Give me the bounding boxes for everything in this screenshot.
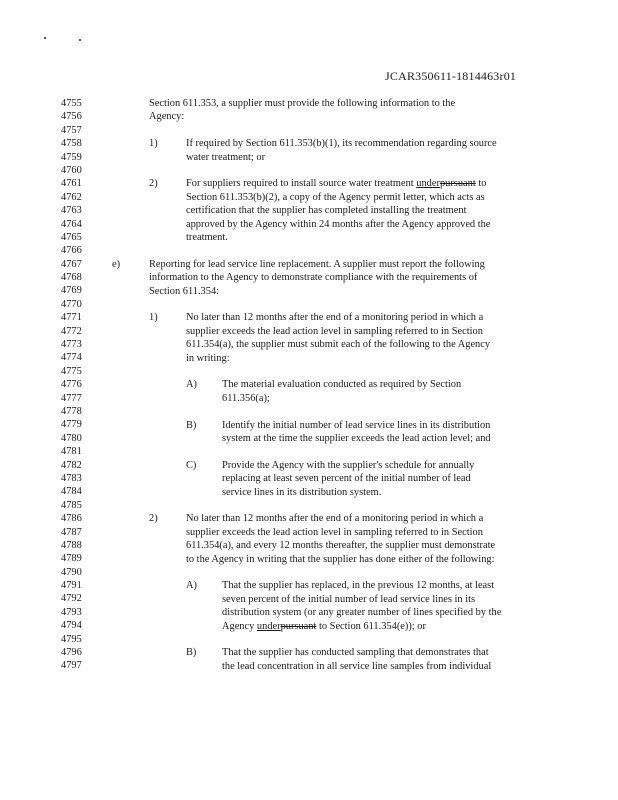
line-number: 4789: [61, 553, 82, 565]
line-number: 4760: [61, 164, 82, 176]
text-line: in writing:: [186, 352, 230, 364]
line-number: 4782: [61, 459, 82, 471]
scan-speck: [79, 39, 81, 41]
line-number: 4793: [61, 606, 82, 618]
line-number: 4778: [61, 405, 82, 417]
list-label: 1): [149, 138, 158, 150]
line-number: 4757: [61, 124, 82, 136]
line-number: 4763: [61, 205, 82, 217]
list-label: 1): [149, 312, 158, 324]
scan-speck: [44, 37, 46, 39]
line-number: 4786: [61, 513, 82, 525]
line-number: 4767: [61, 258, 82, 270]
line-number: 4776: [61, 379, 82, 391]
text-line: Section 611.353(b)(2), a copy of the Agency permit letter, which acts as: [186, 191, 485, 203]
list-label: 2): [149, 178, 158, 190]
inserted-text: under: [256, 620, 281, 632]
text-line: Reporting for lead service line replacement. A supplier must report the following: [149, 258, 485, 270]
line-number: 4765: [61, 231, 82, 243]
line-number: 4768: [61, 272, 82, 284]
line-number: 4756: [61, 111, 82, 123]
text-segment: Agency: [222, 620, 257, 632]
line-number: 4792: [61, 593, 82, 605]
document-id: JCAR350611-1814463r01: [385, 69, 517, 83]
text-line: distribution system (or any greater number of lines specified by the: [222, 607, 502, 619]
line-number: 4762: [61, 191, 82, 203]
list-label: A): [186, 379, 197, 391]
line-number: 4771: [61, 312, 82, 324]
text-line: supplier exceeds the lead action level in sampling referred to in Section: [186, 526, 483, 538]
text-line: supplier exceeds the lead action level in sampling referred to in Section: [186, 325, 483, 337]
line-number: 4773: [61, 339, 82, 351]
line-number: 4777: [61, 392, 82, 404]
line-number: 4774: [61, 352, 82, 364]
line-number: 4783: [61, 472, 82, 484]
text-line: Identify the initial number of lead service lines in its distribution: [222, 419, 491, 431]
text-line: service lines in its distribution system.: [222, 486, 382, 498]
text-line: No later than 12 months after the end of a monitoring period in which a: [186, 513, 484, 525]
text-line: The material evaluation conducted as required by Section: [222, 379, 462, 391]
line-number: 4781: [61, 446, 82, 458]
list-label: 2): [149, 513, 158, 525]
line-number: 4790: [61, 566, 82, 578]
line-number: 4770: [61, 298, 82, 310]
line-number: 4787: [61, 526, 82, 538]
line-number: 4785: [61, 499, 82, 511]
text-line: No later than 12 months after the end of a monitoring period in which a: [186, 312, 484, 324]
deleted-text: pursuant: [280, 620, 317, 632]
list-label: C): [186, 459, 197, 471]
line-number: 4755: [61, 98, 82, 109]
line-number: 4775: [61, 365, 82, 377]
line-number: 4764: [61, 218, 82, 230]
text-line: Agency:: [149, 111, 185, 123]
text-segment: to: [475, 178, 487, 190]
line-number: 4772: [61, 325, 82, 337]
list-label: e): [112, 258, 121, 270]
text-line: [186, 177, 486, 190]
line-number: 4758: [61, 138, 82, 150]
line-number: 4795: [61, 633, 82, 645]
text-line: system at the time the supplier exceeds the lead action level; and: [222, 433, 491, 444]
line-number: 4759: [61, 151, 82, 163]
text-line: approved by the Agency within 24 months after the Agency approved the: [186, 218, 491, 230]
text-line: Section 611.353, a supplier must provide the following information to the: [149, 98, 456, 109]
text-line: If required by Section 611.353(b)(1), its recommendation regarding source: [186, 138, 497, 150]
text-line: 611.354(a), and every 12 months thereafter, the supplier must demonstrate: [186, 540, 496, 552]
inserted-text: under: [416, 178, 440, 190]
line-number: 4791: [61, 580, 82, 592]
line-number: 4797: [61, 660, 82, 672]
list-label: B): [186, 419, 197, 431]
text-line: 611.354(a), the supplier must submit each of the following to the Agency: [186, 339, 491, 351]
text-line: That the supplier has replaced, in the previous 12 months, at least: [222, 580, 495, 592]
text-segment: For suppliers required to install source water treatment: [186, 178, 417, 190]
text-line: Provide the Agency with the supplier's schedule for annually: [222, 459, 475, 471]
line-number: 4766: [61, 245, 82, 257]
line-number: 4761: [61, 178, 82, 190]
line-numbers: [61, 97, 82, 673]
text-line: Section 611.354:: [149, 285, 220, 297]
text-line: certification that the supplier has completed installing the treatment: [186, 205, 467, 217]
list-label: B): [186, 647, 197, 659]
text-line: to the Agency in writing that the supplier has done either of the following:: [186, 553, 495, 565]
line-number: 4788: [61, 539, 82, 551]
text-line: 611.356(a);: [222, 392, 270, 404]
text-line: the lead concentration in all service line samples from individual: [222, 660, 492, 672]
line-number: 4794: [61, 620, 82, 632]
line-number: 4769: [61, 285, 82, 297]
text-segment: to Section 611.354(e)); or: [316, 620, 426, 632]
text-line: seven percent of the initial number of lead service lines in its: [222, 593, 476, 605]
line-number: 4784: [61, 486, 82, 498]
line-number: 4780: [61, 432, 82, 444]
text-line: information to the Agency to demonstrate compliance with the requirements of: [149, 272, 478, 284]
list-label: A): [186, 580, 197, 592]
text-line: [222, 620, 426, 633]
text-line: replacing at least seven percent of the initial number of lead: [222, 473, 471, 485]
line-number: 4779: [61, 419, 82, 431]
line-number: 4796: [61, 647, 82, 659]
text-line: That the supplier has conducted sampling that demonstrates that: [222, 647, 489, 659]
deleted-text: pursuant: [439, 178, 476, 190]
text-line: water treatment; or: [186, 151, 266, 163]
text-line: treatment.: [186, 232, 228, 243]
